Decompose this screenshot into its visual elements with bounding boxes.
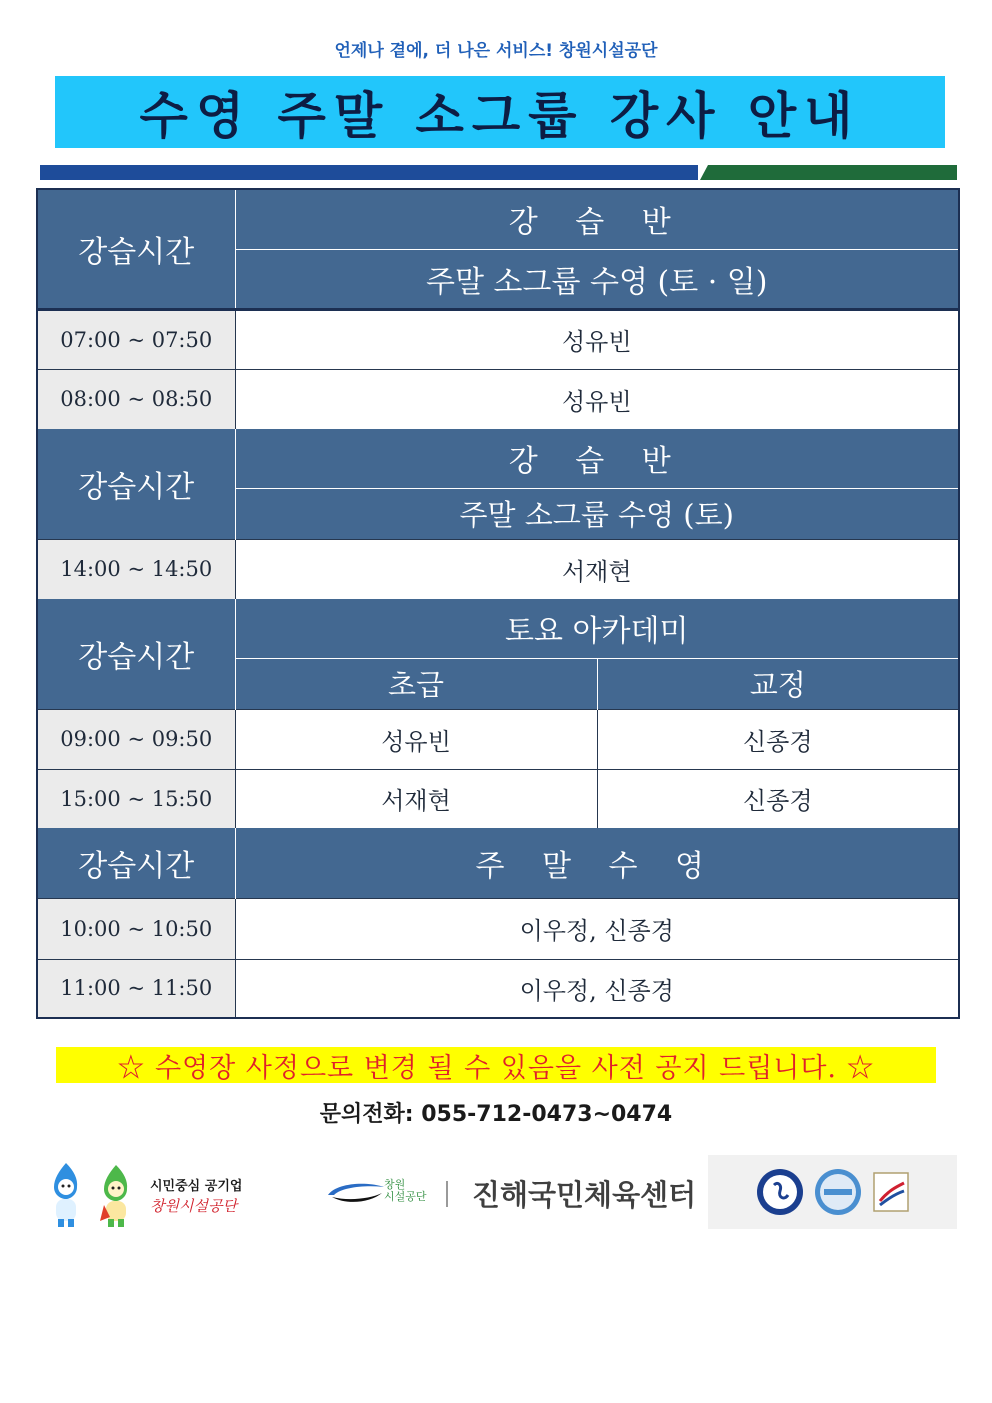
- correction-instructor-cell: 신종경: [597, 769, 959, 828]
- contact-phone: 문의전화: 055-712-0473~0474: [319, 1102, 673, 1127]
- logo-divider: [446, 1181, 448, 1207]
- mascot-logo: [44, 1161, 144, 1231]
- mascot-blue-icon: [54, 1163, 77, 1227]
- section4-program: 주 말 수 영: [235, 828, 959, 898]
- section3-header-row: [37, 599, 959, 658]
- section2-time-label: 강습시간: [37, 429, 235, 539]
- schedule-table: [36, 188, 960, 1019]
- section1-program: 주말 소그룹 수영 (토 · 일): [235, 249, 959, 309]
- section2-class-label: 강 습 반: [235, 429, 959, 488]
- slogan: 언제나 곁에, 더 나은 서비스! 창원시설공단: [334, 41, 658, 61]
- time-cell: 08:00 ~ 08:50: [37, 369, 235, 429]
- section4-header-row: [37, 828, 959, 898]
- time-cell: 14:00 ~ 14:50: [37, 539, 235, 599]
- beginner-instructor-cell: 서재현: [235, 769, 597, 828]
- brand-name: 창원시설공단: [150, 1197, 237, 1215]
- instructor-cell: 이우정, 신종경: [235, 959, 959, 1018]
- section2-header-row: [37, 429, 959, 488]
- time-cell: 15:00 ~ 15:50: [37, 769, 235, 828]
- instructor-cell: 성유빈: [235, 309, 959, 369]
- center-name: 진해국민체육센터: [472, 1178, 697, 1212]
- col-beginner: 초급: [235, 658, 597, 709]
- instructor-cell: 성유빈: [235, 369, 959, 429]
- stripe-blue: [40, 165, 698, 180]
- header-stripe: [40, 165, 957, 180]
- table-row: [37, 539, 959, 599]
- col-correction: 교정: [597, 658, 959, 709]
- table-row: [37, 369, 959, 429]
- quality-cert-icon: [874, 1173, 908, 1211]
- stripe-green: [700, 165, 957, 180]
- section3-time-label: 강습시간: [37, 599, 235, 709]
- brand-tagline: 시민중심 공기업: [150, 1179, 243, 1194]
- consumer-centered-seal-icon: [815, 1169, 861, 1215]
- change-notice: ☆ 수영장 사정으로 변경 될 수 있음을 사전 공지 드립니다. ☆: [56, 1047, 936, 1083]
- section1-class-label: 강 습 반: [235, 189, 959, 249]
- time-cell: 07:00 ~ 07:50: [37, 309, 235, 369]
- correction-instructor-cell: 신종경: [597, 709, 959, 769]
- org-small-name: [384, 1179, 427, 1203]
- section3-program: 토요 아카데미: [235, 599, 959, 658]
- title-banner: [55, 76, 945, 148]
- time-cell: 11:00 ~ 11:50: [37, 959, 235, 1018]
- table-row: [37, 959, 959, 1018]
- page-title: 수영 주말 소그룹 강사 안내: [139, 87, 861, 145]
- org-swoosh-logo: [326, 1177, 386, 1207]
- beginner-instructor-cell: 성유빈: [235, 709, 597, 769]
- time-cell: 09:00 ~ 09:50: [37, 709, 235, 769]
- table-row: [37, 769, 959, 828]
- table-row: [37, 709, 959, 769]
- section2-program: 주말 소그룹 수영 (토): [235, 488, 959, 539]
- org-small-line1: 창원: [384, 1178, 406, 1191]
- instructor-cell: 이우정, 신종경: [235, 898, 959, 959]
- mascot-green-icon: [100, 1165, 127, 1227]
- instructor-cell: 서재현: [235, 539, 959, 599]
- section4-time-label: 강습시간: [37, 828, 235, 898]
- certification-marks: [708, 1155, 957, 1229]
- human-rights-seal-icon: [757, 1169, 803, 1215]
- certification-logos: [708, 1155, 957, 1229]
- time-cell: 10:00 ~ 10:50: [37, 898, 235, 959]
- table-row: [37, 309, 959, 369]
- section1-header-row: [37, 189, 959, 249]
- org-small-line2: 시설공단: [384, 1190, 427, 1203]
- table-row: [37, 898, 959, 959]
- footer-logos: [0, 1155, 992, 1235]
- section1-time-label: 강습시간: [37, 189, 235, 309]
